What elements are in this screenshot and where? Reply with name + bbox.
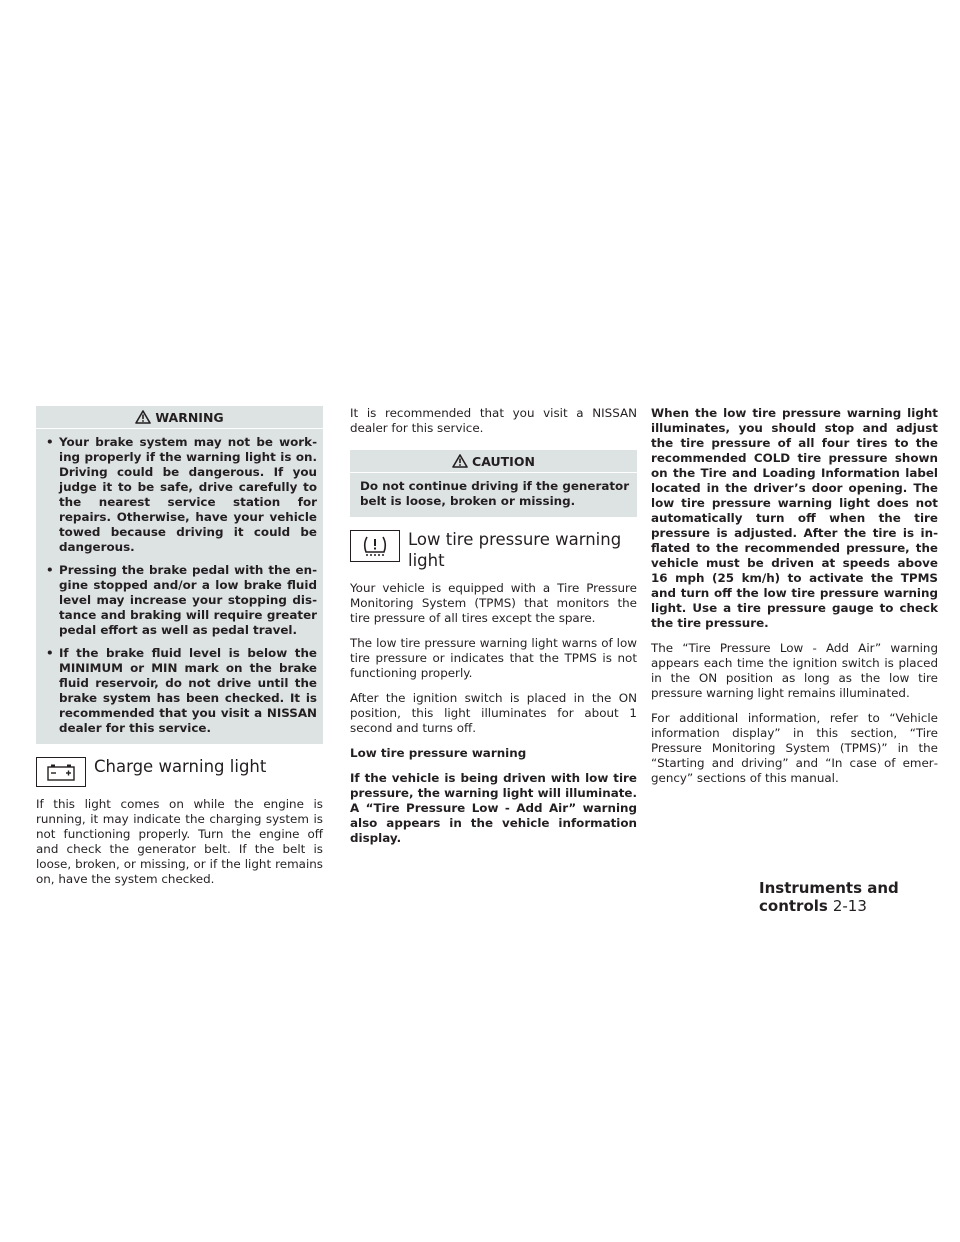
tire-paragraph-4: If the vehicle is being driven with low tire pressure, the warning light will illuminate. A “Tire Pressure Low - Add Air” warning also appears in the vehicle information display. xyxy=(350,771,637,845)
footer-section-title: Instruments and controls xyxy=(759,879,899,915)
tire-subheading: Low tire pressure warning xyxy=(350,746,527,760)
charge-title: Charge warning light xyxy=(94,757,267,776)
warning-triangle-icon xyxy=(452,454,468,468)
caution-text: Do not continue driving if the generator belt is loose, broken or missing. xyxy=(360,479,630,508)
tire-pressure-icon xyxy=(350,530,400,562)
warning-list xyxy=(46,435,317,736)
tire-heading xyxy=(350,529,637,571)
right-paragraph-1: When the low tire pressure warning light illuminates, you should stop and adjust the tire pressure of all four tires to the recommended COLD tire pressure shown on the Tire and Loading Information label located in the driver’s door opening. The low tire pressure warning light does not automatically turn off when the tire pressure is adjusted. After the tire is inflated to the recommended pressure, the vehicle must be driven at speeds above 16 mph (25 km/h) to activate the TPMS and turn off the low tire pressure warning light. Use a tire pressure gauge to check the tire pressure. xyxy=(651,406,938,630)
warning-item: • Your brake system may not be working properly if the warning light is on. Driving could be dangerous. If you judge it to be safe, drive carefully to the nearest service station for repairs. Otherwise, have your vehicle towed because driving it could be dangerous. xyxy=(46,435,317,555)
column-left xyxy=(36,406,323,897)
right-paragraph-3: For additional information, refer to “Vehicle information display” in this section, “Tire Pressure Monitoring System (TPMS)” in the “Starting and driving” and “In case of emergency” sections of this manual. xyxy=(651,711,938,785)
page-number: 2-13 xyxy=(832,897,867,915)
charge-heading xyxy=(36,756,323,787)
warning-triangle-icon xyxy=(135,410,151,424)
warning-header xyxy=(36,406,323,429)
warning-item: • If the brake fluid level is below the MINIMUM or MIN mark on the brake fluid reservoir, do not drive until the brake system has been checked. It is recommended that you visit a NISSAN dealer for this service. xyxy=(46,646,317,736)
column-middle xyxy=(350,406,637,856)
right-paragraph-2: The “Tire Pressure Low - Add Air” warning appears each time the ignition switch is placed in the ON position as long as the low tire pressure warning light remains illuminated. xyxy=(651,641,938,700)
caution-label: CAUTION xyxy=(472,453,535,469)
page-footer xyxy=(759,879,960,915)
warning-label: WARNING xyxy=(155,409,224,425)
charge-paragraph: If this light comes on while the engine is running, it may indicate the charging system is not functioning properly. Turn the engine off and check the generator belt. If the belt is loose, broken, or missing, or if the light remains on, have the system checked. xyxy=(36,797,323,886)
caution-header xyxy=(350,450,637,473)
warning-item: • Pressing the brake pedal with the engine stopped and/or a low brake fluid level may increase your stopping distance and braking will require greater pedal effort as well as pedal travel. xyxy=(46,563,317,638)
caution-box xyxy=(350,450,637,517)
tire-paragraph-1: Your vehicle is equipped with a Tire Pressure Monitoring System (TPMS) that monitors the tire pressure of all tires except the spare. xyxy=(350,581,637,625)
warning-box xyxy=(36,406,323,744)
column-right xyxy=(651,406,938,796)
battery-icon xyxy=(36,757,86,787)
tire-paragraph-2: The low tire pressure warning light warns of low tire pressure or indicates that the TPMS is not functioning properly. xyxy=(350,636,637,680)
intro-paragraph: It is recommended that you visit a NISSAN dealer for this service. xyxy=(350,406,637,435)
tire-title: Low tire pressure warning light xyxy=(408,530,622,570)
tire-paragraph-3: After the ignition switch is placed in the ON position, this light illuminates for about 1 second and turns off. xyxy=(350,691,637,735)
